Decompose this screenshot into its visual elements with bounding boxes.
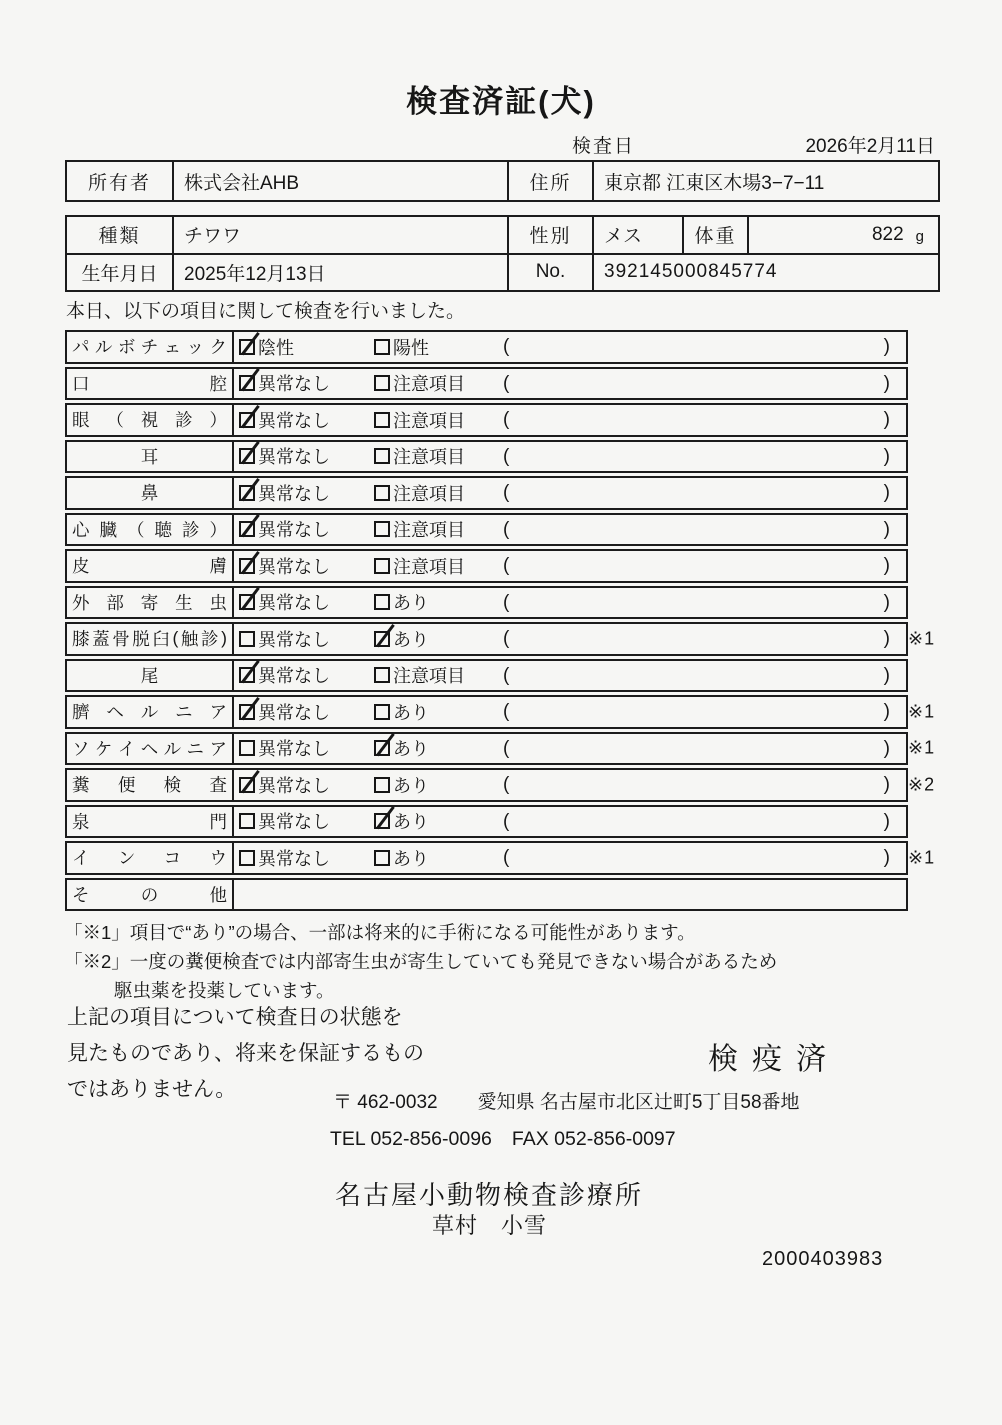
option-label: あり <box>393 812 429 833</box>
weight-label: 体重 <box>682 217 747 253</box>
item-name-char: 膚 <box>209 556 227 577</box>
option-label: 異常なし <box>258 374 330 395</box>
checkbox-icon <box>374 704 390 720</box>
owner-label: 所有者 <box>87 172 151 194</box>
checklist-row <box>65 768 936 802</box>
item-result <box>234 697 906 727</box>
result-option-2 <box>374 807 429 837</box>
item-name-char: 鼻 <box>140 483 159 504</box>
item-result <box>234 734 906 764</box>
option-label: 注意項目 <box>393 666 465 687</box>
checkbox-icon <box>374 594 390 610</box>
item-name-char: 他 <box>209 884 227 905</box>
disclaimer-line: ではありません。 <box>67 1078 237 1101</box>
owner-table <box>65 160 940 202</box>
option-label: 異常なし <box>258 447 330 468</box>
no-value: 392145000845774 <box>592 253 938 291</box>
footnote-line: 駆虫薬を投薬しています。 <box>114 980 335 1001</box>
option-label: あり <box>393 702 429 723</box>
item-name-char: ク <box>209 337 227 358</box>
item-result <box>234 843 906 873</box>
checkbox-icon <box>239 558 255 574</box>
item-name-char: 臓 <box>99 519 117 540</box>
footnote-marker: ※2 <box>908 774 936 795</box>
result-option-1 <box>239 624 330 654</box>
remarks-paren-close: ) <box>883 409 890 430</box>
checkbox-icon <box>374 631 390 647</box>
item-name-char: の <box>140 884 159 905</box>
checkbox-icon <box>239 594 255 610</box>
item-name <box>67 880 234 910</box>
remarks-paren-close: ) <box>883 555 890 576</box>
item-result <box>234 369 906 399</box>
item-name-char: ヘ <box>140 738 159 759</box>
checkbox-icon <box>374 485 390 501</box>
checkbox-icon <box>239 339 255 355</box>
result-option-2 <box>374 369 465 399</box>
item-name-char: 外 <box>72 592 90 613</box>
result-option-1 <box>239 551 330 581</box>
remarks-paren-close: ) <box>883 847 890 868</box>
item-name-char: イ <box>72 848 90 869</box>
result-option-2 <box>374 442 465 472</box>
option-label: 異常なし <box>258 702 330 723</box>
footnote-line: 「※1」項目で“あり”の場合、一部は将来的に手術になる可能性があります。 <box>64 922 696 943</box>
item-name-char: 骨 <box>112 629 130 650</box>
item-name <box>67 551 234 581</box>
clinic-postal: 〒 462-0032 <box>333 1092 438 1113</box>
checkbox-icon <box>239 631 255 647</box>
remarks-paren-open: ( <box>503 774 510 795</box>
item-name-char: 検 <box>163 775 182 796</box>
remarks-paren-open: ( <box>503 591 510 613</box>
result-option-1 <box>239 734 330 764</box>
item-name-char: 部 <box>106 592 124 613</box>
checkbox-icon <box>239 485 255 501</box>
item-name <box>67 442 234 472</box>
checklist-row <box>65 513 908 547</box>
item-name-char: ア <box>209 702 227 723</box>
checklist-row <box>65 841 936 875</box>
item-name-char: 泉 <box>72 811 90 832</box>
address-label: 住所 <box>507 162 592 200</box>
item-name-char: 臍 <box>72 702 90 723</box>
result-option-2 <box>374 588 429 618</box>
remarks-paren-close: ) <box>883 591 890 613</box>
result-option-1 <box>239 332 294 362</box>
remarks-paren-open: ( <box>503 336 510 357</box>
checkbox-icon <box>374 740 390 756</box>
item-name <box>67 661 234 691</box>
option-label: 異常なし <box>258 739 330 760</box>
item-name-char: イ <box>117 738 136 759</box>
footnote-marker: ※1 <box>908 628 936 649</box>
remarks-paren-open: ( <box>503 482 510 503</box>
checkbox-icon <box>239 375 255 391</box>
item-name-char: 便 <box>117 775 136 796</box>
item-name-char: 心 <box>72 519 90 540</box>
checkbox-icon <box>239 813 255 829</box>
item-name <box>67 369 234 399</box>
clinic-name: 名古屋小動物検査診療所 <box>335 1180 644 1210</box>
checklist-row <box>65 549 908 583</box>
option-label: 陰性 <box>258 337 294 358</box>
no-label: No. <box>507 253 592 291</box>
item-name <box>67 807 234 837</box>
option-label: 注意項目 <box>393 374 465 395</box>
birth-value: 2025年12月13日 <box>172 253 507 291</box>
item-result <box>234 515 906 545</box>
item-name-char: 腔 <box>209 373 227 394</box>
item-name-char: ニ <box>175 702 193 723</box>
item-name-char: 臼 <box>152 629 170 650</box>
option-label: 異常なし <box>258 812 330 833</box>
remarks-paren-close: ) <box>883 774 890 795</box>
item-name-char: 視 <box>140 410 159 431</box>
remarks-paren-close: ) <box>883 701 890 722</box>
option-label: 異常なし <box>258 520 330 541</box>
option-label: 異常なし <box>258 775 330 796</box>
remarks-paren-close: ) <box>883 445 890 467</box>
option-label: 注意項目 <box>393 410 465 431</box>
option-label: 異常なし <box>258 629 330 650</box>
checkbox-icon <box>239 412 255 428</box>
checklist-row <box>65 440 908 474</box>
option-label: 注意項目 <box>393 520 465 541</box>
breed-value: チワワ <box>172 217 507 253</box>
checklist-row <box>65 805 908 839</box>
remarks-paren-close: ) <box>883 810 890 832</box>
checkbox-icon <box>374 375 390 391</box>
option-label: あり <box>393 629 429 650</box>
item-name <box>67 332 234 362</box>
item-result <box>234 551 906 581</box>
owner-value: 株式会社AHB <box>172 162 507 200</box>
result-option-2 <box>374 697 429 727</box>
weight-number: 822 <box>871 223 904 245</box>
item-name-char: ソ <box>72 738 90 759</box>
item-name <box>67 843 234 873</box>
option-label: あり <box>393 593 429 614</box>
item-name-char: ル <box>94 337 113 358</box>
result-option-1 <box>239 697 330 727</box>
item-name-char: ） <box>209 519 227 540</box>
remarks-paren-open: ( <box>503 628 510 649</box>
item-result <box>234 405 906 435</box>
option-label: 注意項目 <box>393 447 465 468</box>
checkbox-icon <box>239 448 255 464</box>
remarks-paren-close: ) <box>883 336 890 357</box>
clinic-tel-line <box>330 1128 676 1151</box>
remarks-paren-close: ) <box>883 518 890 540</box>
checklist-row <box>65 695 936 729</box>
item-name <box>67 478 234 508</box>
checkbox-icon <box>239 850 255 866</box>
item-name-char: 口 <box>72 373 90 394</box>
item-name-char: 査 <box>209 775 227 796</box>
item-name-char: 眼 <box>72 410 90 431</box>
result-option-1 <box>239 405 330 435</box>
clinic-fax: FAX 052-856-0097 <box>511 1128 676 1150</box>
result-option-1 <box>239 661 330 691</box>
checkbox-icon <box>239 667 255 683</box>
item-name-char: ル <box>163 738 182 759</box>
footnote-line: 「※2」一度の糞便検査では内部寄生虫が寄生していても発見できない場合があるため <box>64 951 778 972</box>
item-name <box>67 697 234 727</box>
item-name <box>67 734 234 764</box>
remarks-paren-open: ( <box>503 847 510 868</box>
checkbox-icon <box>374 448 390 464</box>
item-name-char: 寄 <box>140 592 159 613</box>
item-name-char: ェ <box>163 337 182 358</box>
item-result <box>234 442 906 472</box>
item-result <box>234 807 906 837</box>
examiner-name: 草村 小雪 <box>432 1213 548 1238</box>
checkbox-icon <box>374 339 390 355</box>
remarks-paren-open: ( <box>503 372 510 394</box>
footnote-marker: ※1 <box>908 737 936 758</box>
item-result <box>234 332 906 362</box>
option-label: 注意項目 <box>393 556 465 577</box>
result-option-2 <box>374 770 429 800</box>
checklist-row <box>65 659 908 693</box>
result-option-1 <box>239 843 330 873</box>
remarks-paren-open: ( <box>503 664 510 686</box>
item-name-char: 尾 <box>140 665 159 686</box>
item-name-char: ニ <box>186 738 205 759</box>
option-label: あり <box>393 775 429 796</box>
item-name-char: （ <box>106 410 124 431</box>
checkbox-icon <box>374 521 390 537</box>
option-label: 異常なし <box>258 483 330 504</box>
checkbox-icon <box>239 777 255 793</box>
option-label: 異常なし <box>258 666 330 687</box>
item-name-char: パ <box>72 337 90 358</box>
clinic-address-line <box>333 1087 800 1114</box>
option-label: あり <box>393 739 429 760</box>
option-label: 陽性 <box>393 337 429 358</box>
remarks-paren-close: ) <box>883 628 890 649</box>
item-name-char: ッ <box>186 337 205 358</box>
checklist-row <box>65 403 908 437</box>
page-title: 検査済証(犬) <box>406 84 596 119</box>
breed-label: 種類 <box>98 226 141 248</box>
item-name-char: 生 <box>175 592 193 613</box>
option-label: 注意項目 <box>393 483 465 504</box>
result-option-2 <box>374 551 465 581</box>
item-name-char: 門 <box>209 811 227 832</box>
item-result <box>234 770 906 800</box>
item-name-char: 脱 <box>132 629 150 650</box>
item-result <box>234 661 906 691</box>
item-name-char: ） <box>209 410 227 431</box>
remarks-paren-close: ) <box>883 482 890 503</box>
inspection-date-label: 検査日 <box>572 136 636 157</box>
item-name-char: 診 <box>182 519 200 540</box>
item-name-char: 聴 <box>154 519 172 540</box>
item-name-char: 皮 <box>72 556 90 577</box>
checklist-row <box>65 732 936 766</box>
remarks-paren-open: ( <box>503 701 510 722</box>
checkbox-icon <box>374 667 390 683</box>
item-name <box>67 405 234 435</box>
item-result <box>234 478 906 508</box>
checkbox-icon <box>374 850 390 866</box>
option-label: 異常なし <box>258 410 330 431</box>
remarks-paren-close: ) <box>883 664 890 686</box>
item-name-char: ン <box>117 848 136 869</box>
checklist-row <box>65 367 908 401</box>
result-option-1 <box>239 770 330 800</box>
option-label: 異常なし <box>258 593 330 614</box>
item-name-char: 糞 <box>72 775 90 796</box>
quarantine-stamp: 検疫済 <box>708 1043 840 1076</box>
result-option-2 <box>374 332 429 362</box>
result-option-1 <box>239 478 330 508</box>
item-result <box>234 624 906 654</box>
clinic-tel: TEL 052-856-0096 <box>330 1128 492 1150</box>
item-name-char: コ <box>163 848 182 869</box>
item-name-char: ル <box>140 702 159 723</box>
info-table <box>65 215 940 292</box>
checkbox-icon <box>374 558 390 574</box>
weight-unit: g <box>915 228 924 246</box>
item-name-char: 触 <box>180 629 199 650</box>
result-option-1 <box>239 442 330 472</box>
footnotes <box>64 918 934 1005</box>
remarks-paren-open: ( <box>503 409 510 430</box>
birth-label: 生年月日 <box>67 253 172 291</box>
option-label: 異常なし <box>258 556 330 577</box>
clinic-address: 愛知県 名古屋市北区辻町5丁目58番地 <box>477 1092 800 1113</box>
remarks-paren-open: ( <box>503 555 510 576</box>
footnote-marker: ※1 <box>908 701 936 722</box>
item-result <box>234 880 906 910</box>
result-option-2 <box>374 661 465 691</box>
footnote-marker: ※1 <box>908 847 936 868</box>
checkbox-icon <box>239 740 255 756</box>
result-option-1 <box>239 369 330 399</box>
result-option-2 <box>374 624 429 654</box>
serial-number: 2000403983 <box>762 1248 884 1270</box>
result-option-2 <box>374 734 429 764</box>
sex-label: 性別 <box>507 217 592 253</box>
item-name-char: 診 <box>175 410 193 431</box>
disclaimer-line: 上記の項目について検査日の状態を <box>67 1006 403 1029</box>
inspection-date-value: 2026年2月11日 <box>805 136 935 157</box>
checklist-row <box>65 878 908 912</box>
result-option-1 <box>239 807 330 837</box>
checkbox-icon <box>239 521 255 537</box>
checklist-row <box>65 586 908 620</box>
option-label: 異常なし <box>258 848 330 869</box>
item-name-char: （ <box>127 519 145 540</box>
remarks-paren-close: ) <box>883 372 890 394</box>
item-name-char: ヘ <box>106 702 124 723</box>
checklist-row <box>65 330 908 364</box>
address-value: 東京都 江東区木場3−7−11 <box>592 162 938 200</box>
item-name-char: ア <box>209 738 227 759</box>
weight-value <box>747 217 938 253</box>
checkbox-icon <box>239 704 255 720</box>
result-option-2 <box>374 515 465 545</box>
item-name-char: ケ <box>94 738 113 759</box>
result-option-2 <box>374 478 465 508</box>
item-name-char: 診 <box>200 629 219 650</box>
item-name <box>67 515 234 545</box>
item-name-char: ) <box>221 628 227 649</box>
item-name-char: チ <box>140 337 159 358</box>
item-name-char: ( <box>172 628 179 649</box>
item-name-char: 膝 <box>72 629 90 650</box>
item-name-char: 耳 <box>140 446 159 467</box>
result-option-2 <box>374 405 465 435</box>
sex-value: メス <box>592 217 682 253</box>
item-name-char: そ <box>72 884 90 905</box>
item-result <box>234 588 906 618</box>
checkbox-icon <box>374 412 390 428</box>
checklist-table <box>65 330 936 911</box>
remarks-paren-open: ( <box>503 737 510 759</box>
item-name <box>67 770 234 800</box>
item-name-char: ウ <box>209 848 227 869</box>
item-name <box>67 624 234 654</box>
intro-text: 本日、以下の項目に関して検査を行いました。 <box>66 301 466 322</box>
item-name-char: ボ <box>117 337 136 358</box>
remarks-paren-open: ( <box>503 445 510 467</box>
item-name-char: 蓋 <box>92 629 110 650</box>
remarks-paren-open: ( <box>503 518 510 540</box>
checkbox-icon <box>374 813 390 829</box>
item-name <box>67 588 234 618</box>
remarks-paren-close: ) <box>883 737 890 759</box>
result-option-2 <box>374 843 429 873</box>
disclaimer-line: 見たものであり、将来を保証するもの <box>67 1042 424 1065</box>
option-label: あり <box>393 848 429 869</box>
checklist-row <box>65 476 908 510</box>
checkbox-icon <box>374 777 390 793</box>
checklist-row <box>65 622 936 656</box>
result-option-1 <box>239 515 330 545</box>
item-name-char: 虫 <box>209 592 227 613</box>
result-option-1 <box>239 588 330 618</box>
remarks-paren-open: ( <box>503 810 510 832</box>
